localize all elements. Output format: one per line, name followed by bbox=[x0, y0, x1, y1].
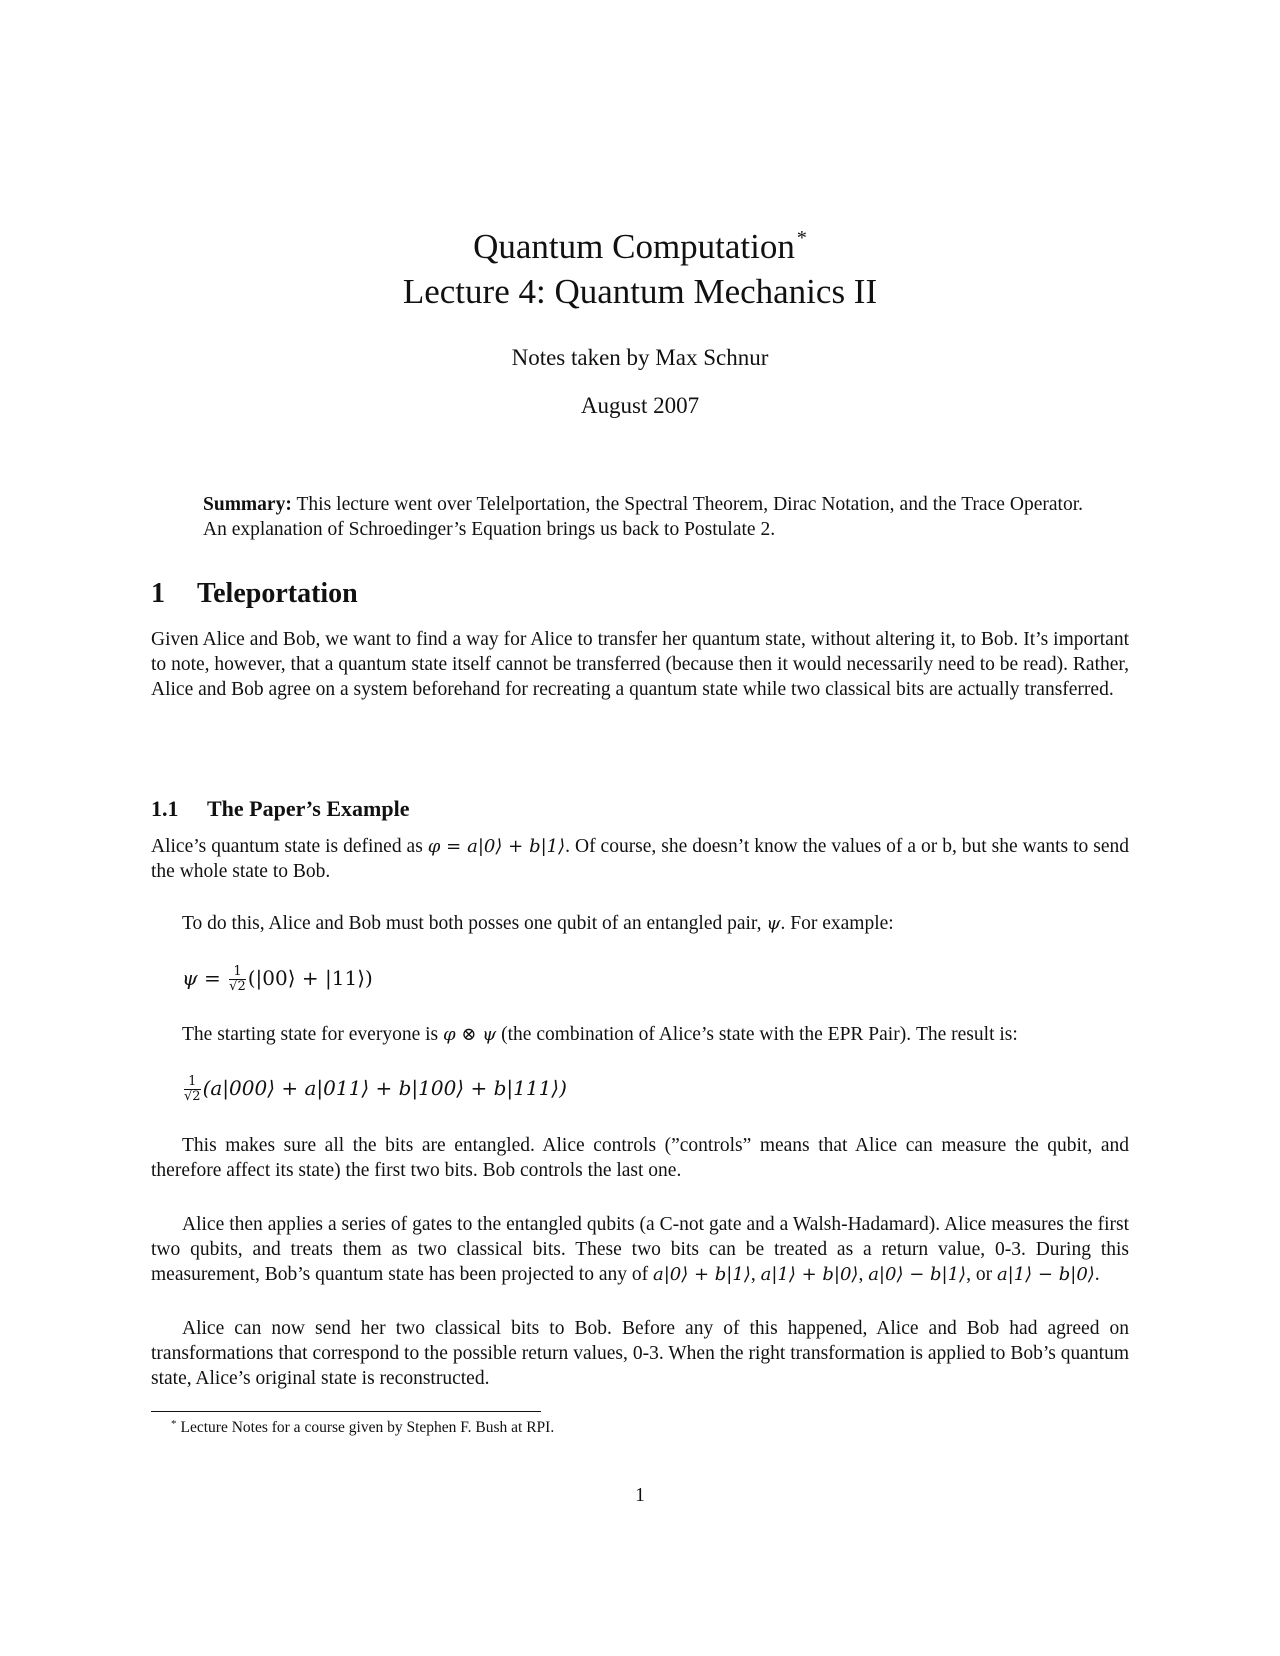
paragraph-gates bbox=[151, 1212, 1129, 1287]
text-span: . For example: bbox=[780, 913, 894, 934]
paper-subtitle: Lecture 4: Quantum Mechanics II bbox=[402, 272, 878, 311]
equation-combined-state bbox=[182, 1075, 567, 1104]
fraction bbox=[184, 1075, 201, 1104]
summary-label: Summary: bbox=[203, 494, 292, 515]
text-span: , bbox=[750, 1264, 761, 1285]
section-number: 1 bbox=[151, 578, 165, 609]
summary-text: This lecture went over Telelportation, the Spectral Theorem, Dirac Notation, and the Trace Operator. An explanation of Schroedinger’s Equation brings us back to Postulate 2. bbox=[203, 494, 1083, 540]
footnote-rule bbox=[151, 1411, 541, 1412]
equation-lhs: ψ = bbox=[182, 966, 221, 990]
footnote bbox=[171, 1418, 554, 1439]
fraction-denominator: √2 bbox=[229, 979, 246, 994]
section-heading bbox=[151, 577, 358, 611]
title-footnote-mark: * bbox=[796, 227, 807, 249]
paper-title bbox=[0, 225, 1280, 274]
paragraph-entangled-pair bbox=[151, 911, 1129, 936]
paragraph-starting-state bbox=[151, 1022, 1129, 1047]
fraction-denominator: √2 bbox=[184, 1089, 201, 1104]
footnote-mark: * bbox=[171, 1418, 177, 1430]
math-inline: a|0⟩ + b|1⟩ bbox=[652, 1264, 751, 1285]
subsection-title: The Paper’s Example bbox=[207, 796, 410, 821]
text-span: To do this, Alice and Bob must both posses one qubit of an entangled pair, bbox=[182, 913, 767, 934]
text-span: Alice then applies a series of gates to the entangled qubits (a C-not gate and a Walsh-Hadamard). Alice measures the first two qubits, and treats them as two classical bits. These two bits can be treated as a return value, 0-3. During this measurement, Bob’s quantum state has been projected to any of bbox=[151, 1214, 1129, 1285]
subsection-number: 1.1 bbox=[151, 796, 179, 821]
text-span: . Of course, she doesn’t know the values of a or b, but she wants to send the whole state to Bob. bbox=[151, 836, 1129, 882]
fraction-numerator: 1 bbox=[184, 1075, 201, 1090]
summary-block bbox=[203, 492, 1083, 542]
fraction bbox=[229, 965, 246, 994]
math-inline: ψ bbox=[766, 913, 781, 934]
math-inline: a|1⟩ − b|0⟩ bbox=[996, 1264, 1095, 1285]
paragraph-alice-state bbox=[151, 834, 1129, 884]
math-inline: φ ⊗ ψ bbox=[443, 1024, 497, 1045]
title-line-1: Quantum Computation bbox=[473, 227, 795, 266]
math-inline: a|0⟩ − b|1⟩ bbox=[868, 1264, 967, 1285]
math-inline: φ = a|0⟩ + b|1⟩ bbox=[427, 836, 566, 857]
paragraph-controls: This makes sure all the bits are entangled. Alice controls (”controls” means that Alice can measure the qubit, and therefore affect its state) the first two bits. Bob controls the last one. bbox=[151, 1135, 1129, 1181]
section-1-paragraph: Given Alice and Bob, we want to find a way for Alice to transfer her quantum state, without altering it, to Bob. It’s important to note, however, that a quantum state itself cannot be transferred (because then it would necessarily need to be read). Rather, Alice and Bob agree on a system beforehand for recreating a quantum state while two classical bits are actually transferred. bbox=[151, 629, 1129, 700]
paragraph-reconstruction: Alice can now send her two classical bits to Bob. Before any of this happened, Alice and Bob had agreed on transformations that correspond to the possible return values, 0-3. When the right transformation is applied to Bob’s quantum state, Alice’s original state is reconstructed. bbox=[151, 1318, 1129, 1389]
text-span: , or bbox=[966, 1264, 997, 1285]
page-number: 1 bbox=[635, 1485, 645, 1506]
section-title: Teleportation bbox=[197, 578, 358, 609]
text-span: Alice’s quantum state is defined as bbox=[151, 836, 428, 857]
text-span: The starting state for everyone is bbox=[182, 1024, 443, 1045]
math-inline: a|1⟩ + b|0⟩ bbox=[760, 1264, 859, 1285]
text-span: . bbox=[1094, 1264, 1100, 1285]
equation-rhs: (|00⟩ + |11⟩) bbox=[247, 966, 373, 990]
equation-epr-pair bbox=[182, 965, 373, 994]
text-span: (the combination of Alice’s state with the EPR Pair). The result is: bbox=[496, 1024, 1018, 1045]
equation-rhs: (a|000⟩ + a|011⟩ + b|100⟩ + b|111⟩) bbox=[202, 1076, 567, 1100]
text-span: , bbox=[858, 1264, 869, 1285]
author-line: Notes taken by Max Schnur bbox=[511, 345, 769, 370]
subsection-heading bbox=[151, 795, 409, 823]
fraction-numerator: 1 bbox=[229, 965, 246, 980]
footnote-text: Lecture Notes for a course given by Stephen F. Bush at RPI. bbox=[180, 1419, 555, 1436]
date-line: August 2007 bbox=[580, 393, 700, 418]
